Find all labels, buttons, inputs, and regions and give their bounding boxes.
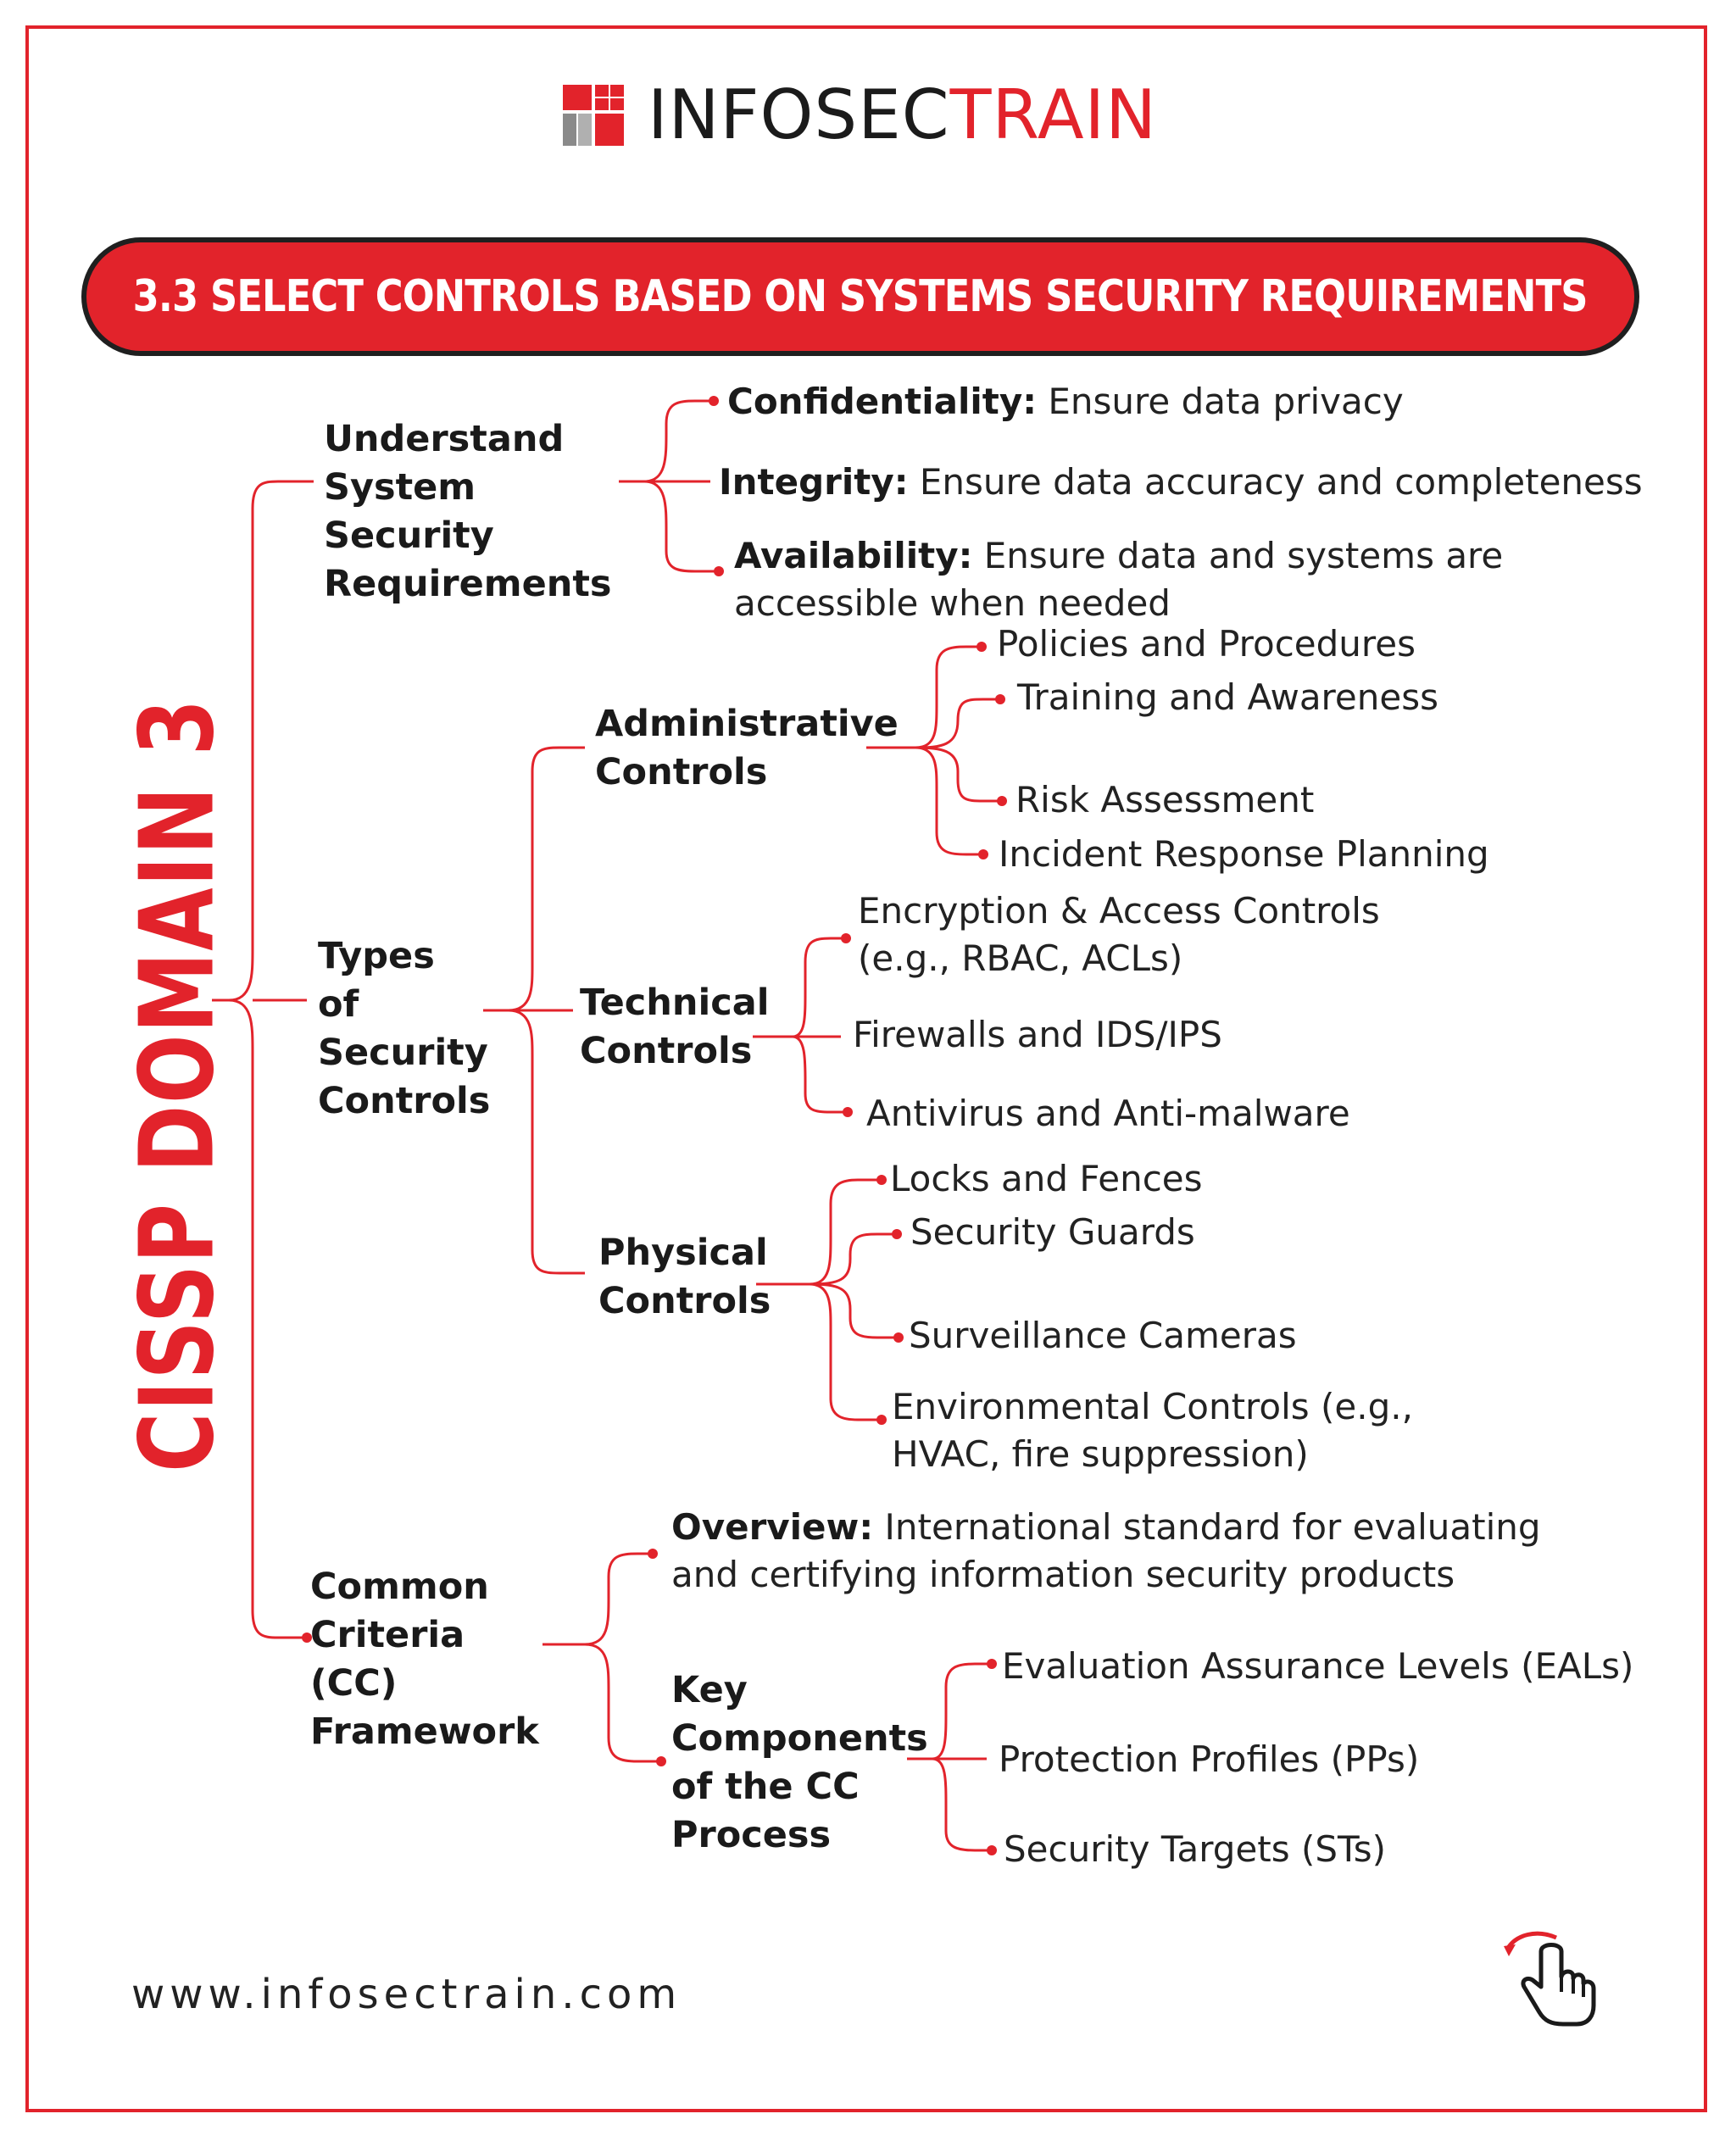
dot (987, 1845, 997, 1855)
connector-physical (756, 1180, 899, 1420)
connector-types (483, 748, 585, 1273)
node-key-components: Key Components of the CC Process (671, 1669, 928, 1856)
connector-root (212, 481, 314, 1638)
pointer-hand-icon (1499, 1917, 1600, 2028)
physical-item: Locks and Fences (890, 1158, 1203, 1199)
item-confidentiality: Confidentiality: Ensure data privacy (727, 381, 1404, 422)
dot (978, 849, 988, 859)
dot (987, 1659, 997, 1669)
physical-item: Security Guards (910, 1211, 1195, 1253)
dot (656, 1756, 666, 1766)
node-cc: Common Criteria (CC) Framework (310, 1566, 539, 1753)
technical-item: Antivirus and Anti-malware (866, 1093, 1350, 1134)
connector-cc (542, 1554, 661, 1761)
dot (841, 933, 851, 943)
logo-wordmark: INFOSECTRAIN (648, 75, 1157, 154)
physical-item: Environmental Controls (e.g., HVAC, fire suppression) (892, 1386, 1413, 1475)
admin-item: Incident Response Planning (999, 833, 1489, 875)
cc-overview: Overview: International standard for evaluating and certifying information security products (671, 1506, 1541, 1595)
dot (893, 1332, 904, 1343)
physical-item: Surveillance Cameras (909, 1315, 1297, 1356)
node-types: Types of Security Controls (318, 935, 491, 1122)
side-title: CISSP DOMAIN 3 (119, 698, 237, 1472)
admin-item: Risk Assessment (1015, 779, 1315, 820)
dot (997, 796, 1007, 806)
admin-item: Policies and Procedures (997, 623, 1416, 665)
node-administrative: Administrative Controls (595, 703, 899, 793)
dot (892, 1229, 902, 1239)
dot (876, 1175, 887, 1185)
key-item: Evaluation Assurance Levels (EALs) (1002, 1645, 1634, 1687)
key-item: Security Targets (STs) (1004, 1828, 1387, 1870)
item-integrity: Integrity: Ensure data accuracy and completeness (719, 461, 1643, 503)
dot (843, 1107, 853, 1117)
node-technical: Technical Controls (580, 982, 770, 1072)
dot (995, 694, 1005, 704)
dot (714, 566, 724, 576)
banner-title: 3.3 SELECT CONTROLS BASED ON SYSTEMS SECURITY REQUIREMENTS (133, 271, 1588, 322)
technical-item: Encryption & Access Controls (e.g., RBAC, ACLs) (858, 890, 1380, 979)
node-physical: Physical Controls (598, 1232, 771, 1322)
connector-administrative (866, 647, 1002, 854)
node-understand: Understand System Security Requirements (324, 418, 612, 605)
dot (648, 1549, 658, 1559)
footer-url[interactable]: www.infosectrain.com (131, 1971, 682, 2018)
connector-understand (619, 401, 719, 571)
admin-item: Training and Awareness (1017, 676, 1438, 718)
key-item: Protection Profiles (PPs) (999, 1738, 1420, 1780)
technical-item: Firewalls and IDS/IPS (853, 1014, 1222, 1055)
dot (976, 642, 987, 652)
dot (876, 1415, 887, 1425)
dot (709, 396, 719, 406)
item-availability: Availability: Ensure data and systems are accessible when needed (734, 535, 1504, 624)
